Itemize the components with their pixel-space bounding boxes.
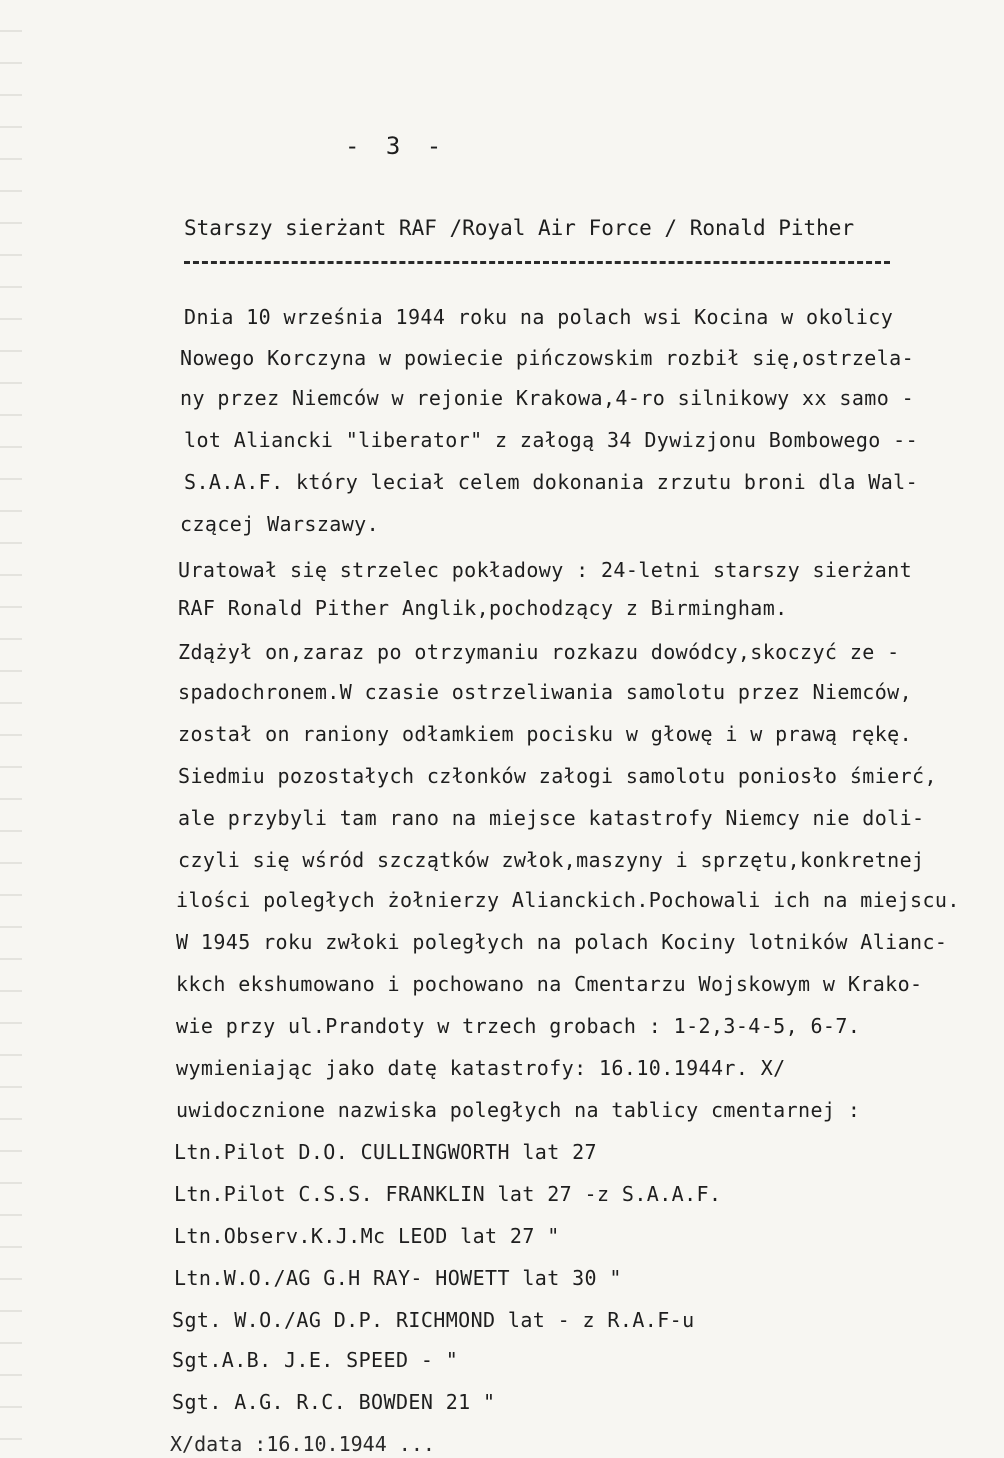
casualty-line: Ltn.Pilot D.O. CULLINGWORTH lat 27 xyxy=(174,1140,597,1164)
casualty-line: Ltn.Pilot C.S.S. FRANKLIN lat 27 -z S.A.A.F. xyxy=(174,1182,722,1206)
casualty-line: Sgt. W.O./AG D.P. RICHMOND lat - z R.A.F-u xyxy=(172,1308,695,1332)
text-line: czyli się wśród szczątków zwłok,maszyny i sprzętu,konkretnej xyxy=(178,848,925,872)
text-line: Siedmiu pozostałych członków załogi samolotu poniosło śmierć, xyxy=(178,764,937,788)
casualty-line: Ltn.Observ.K.J.Mc LEOD lat 27 " xyxy=(174,1224,560,1248)
page-number: - 3 - xyxy=(345,132,448,160)
text-line: RAF Ronald Pither Anglik,pochodzący z Birmingham. xyxy=(178,596,788,620)
text-line: Nowego Korczyna w powiecie pińczowskim rozbił się,ostrzela- xyxy=(180,346,915,370)
text-line: Dnia 10 września 1944 roku na polach wsi Kocina w okolicy xyxy=(184,305,894,329)
text-line: został on raniony odłamkiem pocisku w głowę i w prawą rękę. xyxy=(178,722,913,746)
casualty-line: Ltn.W.O./AG G.H RAY- HOWETT lat 30 " xyxy=(174,1266,622,1290)
text-line: uwidocznione nazwiska poległych na tablicy cmentarnej : xyxy=(176,1098,861,1122)
text-line: ilości poległych żołnierzy Alianckich.Pochowali ich na miejscu. xyxy=(176,888,960,912)
page-left-edge xyxy=(0,0,22,1458)
casualty-line: Sgt.A.B. J.E. SPEED - " xyxy=(172,1348,459,1372)
text-line: czącej Warszawy. xyxy=(180,512,380,536)
text-line: S.A.A.F. który leciał celem dokonania zrzutu broni dla Wal- xyxy=(184,470,919,494)
text-line: wymieniając jako datę katastrofy: 16.10.1944r. X/ xyxy=(176,1056,786,1080)
document-title: Starszy sierżant RAF /Royal Air Force / Ronald Pither xyxy=(184,216,855,240)
text-line: lot Aliancki "liberator" z załogą 34 Dywizjonu Bombowego -- xyxy=(184,428,919,452)
title-underline xyxy=(184,261,890,264)
text-line: ale przybyli tam rano na miejsce katastrofy Niemcy nie doli- xyxy=(178,806,925,830)
text-line: Zdążył on,zaraz po otrzymaniu rozkazu dowódcy,skoczyć ze - xyxy=(178,640,900,664)
footnote-partial: X/data :16.10.1944 ... xyxy=(170,1432,435,1456)
casualty-line: Sgt. A.G. R.C. BOWDEN 21 " xyxy=(172,1390,496,1414)
text-line: kkch ekshumowano i pochowano na Cmentarzu Wojskowym w Krako- xyxy=(176,972,923,996)
text-line: Uratował się strzelec pokładowy : 24-letni starszy sierżant xyxy=(178,558,913,582)
text-line: spadochronem.W czasie ostrzeliwania samolotu przez Niemców, xyxy=(178,680,913,704)
text-line: ny przez Niemców w rejonie Krakowa,4-ro silnikowy xx samo - xyxy=(180,386,915,410)
text-line: W 1945 roku zwłoki poległych na polach Kociny lotników Alianc- xyxy=(176,930,948,954)
text-line: wie przy ul.Prandoty w trzech grobach : 1-2,3-4-5, 6-7. xyxy=(176,1014,861,1038)
